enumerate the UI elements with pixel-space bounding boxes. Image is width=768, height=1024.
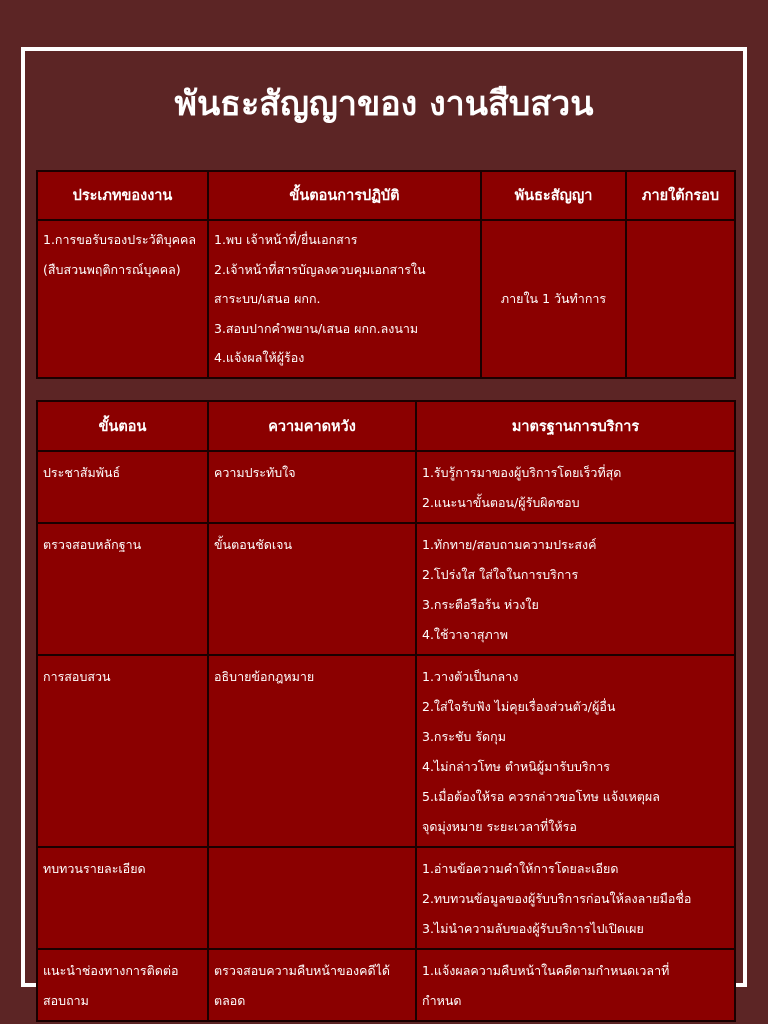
work-type-line: (สืบสวนพฤติการณ์บุคคล) bbox=[43, 261, 181, 277]
expectation-cell: อธิบายข้อกฎหมาย bbox=[208, 655, 416, 847]
standard-item: 3.กระตือรือร้น ห่วงใย bbox=[422, 597, 539, 612]
step-cell: การสอบสวน bbox=[37, 655, 208, 847]
header-step: ขั้นตอน bbox=[37, 401, 208, 451]
standards-cell bbox=[416, 451, 735, 523]
standard-item: 2.ทบทวนข้อมูลของผู้รับบริการก่อนให้ลงลายมือชื่อ bbox=[422, 891, 692, 906]
procedure-line: 3.สอบปากคำพยาน/เสนอ ผกก.ลงนาม bbox=[214, 320, 419, 336]
standard-item: จุดมุ่งหมาย ระยะเวลาที่ให้รอ bbox=[422, 819, 577, 834]
expectation-cell: ความประทับใจ bbox=[208, 451, 416, 523]
standard-item: 2.ใส่ใจรับฟัง ไม่คุยเรื่องส่วนตัว/ผู้อื่น bbox=[422, 699, 616, 714]
standard-item: 1.วางตัวเป็นกลาง bbox=[422, 669, 519, 684]
step-cell bbox=[37, 949, 208, 1021]
standards-cell bbox=[416, 523, 735, 655]
table-header-row bbox=[37, 171, 735, 220]
table-row bbox=[37, 949, 735, 1021]
standard-item: 4.ไม่กล่าวโทษ ตำหนิผู้มารับบริการ bbox=[422, 759, 610, 774]
procedure-cell bbox=[208, 220, 481, 378]
step-text: แนะนำช่องทางการติดต่อสอบถาม bbox=[43, 963, 179, 1008]
standards-cell bbox=[416, 847, 735, 949]
commitment-table bbox=[36, 170, 736, 379]
header-work-type: ประเภทของงาน bbox=[37, 171, 208, 220]
procedure-line: 4.แจ้งผลให้ผู้ร้อง bbox=[214, 350, 305, 365]
standard-item: 1.ทักทาย/สอบถามความประสงค์ bbox=[422, 537, 597, 552]
standards-cell bbox=[416, 655, 735, 847]
work-type-line: 1.การขอรับรองประวัติบุคคล bbox=[43, 232, 197, 247]
header-service-standard: มาตรฐานการบริการ bbox=[416, 401, 735, 451]
standard-item: กำหนด bbox=[422, 993, 462, 1008]
standards-cell bbox=[416, 949, 735, 1021]
expectation-cell bbox=[208, 847, 416, 949]
step-cell: ทบทวนรายละเอียด bbox=[37, 847, 208, 949]
standard-item: 2.แนะนาขั้นตอน/ผู้รับผิดชอบ bbox=[422, 495, 580, 510]
page-title: พันธะสัญญาของ งานสืบสวน bbox=[174, 84, 594, 124]
procedure-line: 2.เจ้าหน้าที่สารบัญลงควบคุมเอกสารใน bbox=[214, 261, 426, 277]
standard-item: 5.เมื่อต้องให้รอ ควรกล่าวขอโทษ แจ้งเหตุผล bbox=[422, 789, 660, 804]
work-type-cell bbox=[37, 220, 208, 378]
standard-item: 4.ใช้วาจาสุภาพ bbox=[422, 627, 509, 642]
header-procedure: ขั้นตอนการปฏิบัติ bbox=[208, 171, 481, 220]
standard-item: 1.แจ้งผลความคืบหน้าในคดีตามกำหนดเวลาที่ bbox=[422, 963, 670, 978]
procedure-line: สาระบบ/เสนอ ผกก. bbox=[214, 291, 321, 306]
table-row bbox=[37, 220, 735, 378]
table-row bbox=[37, 847, 735, 949]
standard-item: 3.ไม่นำความลับของผู้รับบริการไปเปิดเผย bbox=[422, 921, 644, 936]
standard-item: 2.โปร่งใส ใส่ใจในการบริการ bbox=[422, 567, 579, 582]
expectation-cell: ขั้นตอนชัดเจน bbox=[208, 523, 416, 655]
step-cell: ตรวจสอบหลักฐาน bbox=[37, 523, 208, 655]
header-commitment: พันธะสัญญา bbox=[481, 171, 626, 220]
standard-item: 3.กระชับ รัดกุม bbox=[422, 729, 506, 744]
table-row bbox=[37, 451, 735, 523]
step-cell: ประชาสัมพันธ์ bbox=[37, 451, 208, 523]
standard-item: 1.รับรู้การมาของผู้บริการโดยเร็วที่สุด bbox=[422, 465, 622, 480]
procedure-line: 1.พบ เจ้าหน้าที่/ยื่นเอกสาร bbox=[214, 232, 358, 247]
table-header-row bbox=[37, 401, 735, 451]
expectation-text: ตรวจสอบความคืบหน้าของคดีได้ตลอด bbox=[214, 963, 391, 1008]
commitment-cell: ภายใน 1 วันทำการ bbox=[481, 220, 626, 378]
expectation-cell bbox=[208, 949, 416, 1021]
table-row bbox=[37, 655, 735, 847]
framework-cell bbox=[626, 220, 735, 378]
standard-item: 1.อ่านข้อความคำให้การโดยละเอียด bbox=[422, 861, 619, 876]
header-framework: ภายใต้กรอบ bbox=[626, 171, 735, 220]
service-standards-table bbox=[36, 400, 736, 1022]
table-row bbox=[37, 523, 735, 655]
header-expectation: ความคาดหวัง bbox=[208, 401, 416, 451]
